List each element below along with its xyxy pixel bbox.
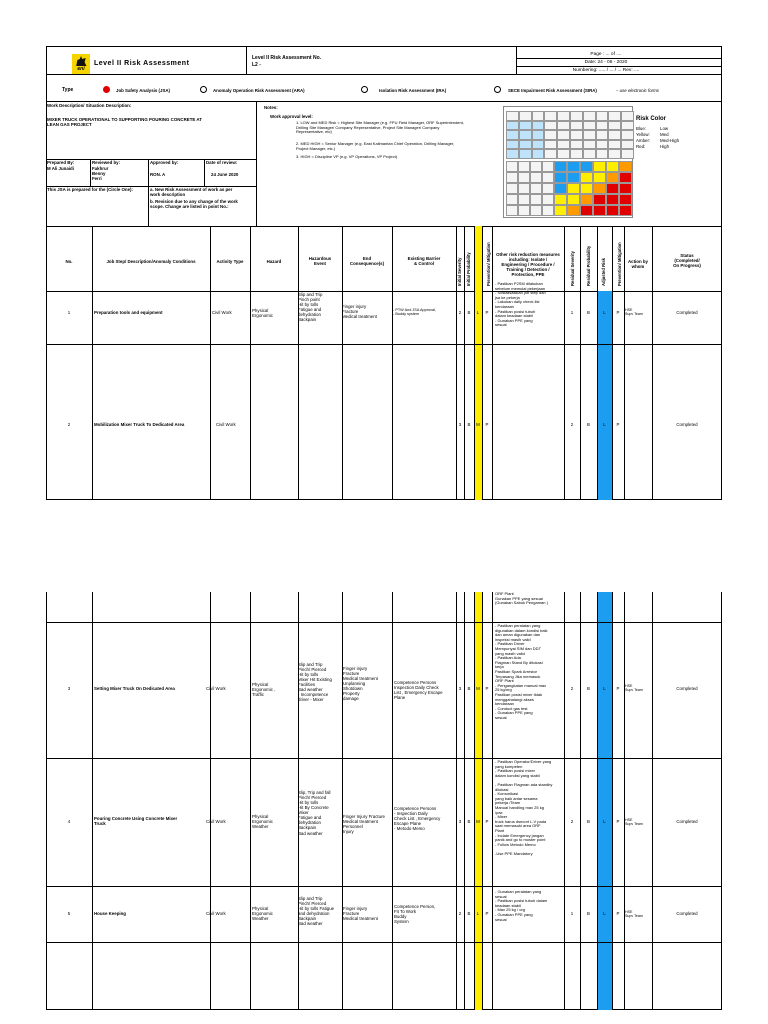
row4-activity: Civil Work	[206, 819, 226, 824]
matrix-cell	[593, 194, 606, 205]
row1-pm2: P	[616, 310, 620, 315]
row4-prob: B	[467, 819, 471, 824]
matrix-side-cell	[542, 205, 554, 216]
row4-pm: P	[485, 819, 489, 824]
matrix-grid-cell	[608, 130, 621, 140]
matrix-side-cell	[506, 194, 518, 205]
prepared-label: Prepared By:	[47, 160, 75, 165]
matrix-side-cell	[530, 205, 542, 216]
matrix-grid-cell	[570, 149, 583, 159]
row4-sev: 3	[458, 819, 462, 824]
col-init-prob: Initial Probability	[466, 252, 471, 286]
row1-step: Preparation tools and equipment	[94, 310, 163, 315]
col-consequence: End Consequence(s)	[349, 256, 385, 267]
risk-level-low: Low	[660, 126, 669, 131]
col-no: No.	[65, 259, 73, 264]
row2-no: 2	[67, 422, 71, 427]
row4-risk: M	[476, 819, 480, 824]
col-init-sev: Initial Severity	[457, 257, 462, 286]
matrix-cell	[606, 161, 619, 172]
matrix-side-cell	[530, 161, 542, 172]
matrix-grid-cell	[506, 121, 519, 131]
matrix-cell	[580, 183, 593, 194]
note-2: 2. MED HIGH = Senior Manager (e.g. East Kalimantan Chief Operation, Drilling Manager, Project Manager, etc.)	[296, 141, 455, 151]
row3-no: 3	[67, 686, 71, 691]
eni-logo: eni	[72, 54, 90, 74]
row5-activity: Civil Work	[206, 911, 226, 916]
row3-risk: M	[476, 686, 480, 691]
matrix-cell	[554, 205, 567, 216]
radio-ara[interactable]	[200, 86, 207, 93]
matrix-cell	[593, 183, 606, 194]
matrix-side-cell	[542, 183, 554, 194]
matrix-grid-cell	[519, 140, 532, 150]
matrix-cell	[606, 194, 619, 205]
row1-pm: P	[485, 310, 489, 315]
row5-other: - Gunakan peralatan yang sesuai - Pastikan posisi tubuh dalam keadaan stabil - Max 25 kg / org - Gunakan PPE yang sesuai	[495, 889, 548, 922]
matrix-grid-cell	[621, 111, 634, 121]
radio-jsa[interactable]	[103, 86, 110, 93]
matrix-side-cell	[542, 161, 554, 172]
note-3: 3. HIGH = Discipline VP (e.g. VP Operations, VP Project)	[296, 154, 398, 159]
row5-arisk: L	[603, 911, 606, 916]
col-step: Job Step/ Description/Anomaly Conditions	[106, 259, 196, 264]
matrix-cell	[606, 183, 619, 194]
row5-risk: L	[476, 911, 480, 916]
note-1: 1. LOW and MED Risk = Highest Site Manager (e.g. FPU Field Manager, ORF Superintendent, Drilling Site Manager/ Company Representative, Project Site Manager/ Company Representative, etc)	[296, 120, 464, 135]
circle-option-a[interactable]: a. New Risk Assessment of work as per work description	[150, 187, 233, 198]
row3-other: - Pastikan peralatan yang digunakan dalam kondisi baik dan aman digunakan dan inspeksi masih valid - Pastikan Driver Mempunyai SIM dan DDT yang masih valid - Pastikan Ada Flagman Stand By ditokasi kerja Pastikan Spark Arrestor Terpasang Jika memasuk ORF Plant - Pengangkatan manual max 25 kg/org Pastikan posisi mixer tidak menggahalangi akses kendaraan - Conduct gas test - Gunakan PPE yang sesuai	[495, 623, 548, 720]
matrix-cell	[580, 161, 593, 172]
cont-top-text: ORF Plant Gunakan PPE yang sesuai (Gunakan Sabuk Pengaman )	[495, 591, 548, 606]
risk-level-medhigh: Med-High	[660, 138, 680, 143]
row5-sev: 2	[458, 911, 462, 916]
form-title: Level II Risk Assessment	[94, 60, 190, 67]
row2-status: Completed	[676, 422, 698, 427]
option-sira: SECE Impairment Risk Assessment (SIRA)	[508, 88, 597, 93]
matrix-grid-cell	[532, 130, 545, 140]
matrix-cell	[619, 183, 632, 194]
row1-rsev: 1	[570, 310, 574, 315]
row3-status: Completed	[676, 686, 698, 691]
row1-sev: 2	[458, 310, 462, 315]
matrix-grid-cell	[557, 121, 570, 131]
row4-rsev: 2	[570, 819, 574, 824]
matrix-cell	[593, 205, 606, 216]
row2-activity: Civil Work	[216, 422, 236, 427]
option-ira: Isolation Risk Assessment (IRA)	[379, 88, 447, 93]
matrix-cell	[606, 172, 619, 183]
matrix-grid-cell	[596, 130, 609, 140]
row2-pm: P	[485, 422, 489, 427]
row4-arisk: L	[603, 819, 606, 824]
matrix-grid-cell	[621, 140, 634, 150]
matrix-grid-cell	[544, 121, 557, 131]
matrix-grid-cell	[519, 149, 532, 159]
risk-color-title: Risk Color	[636, 116, 667, 122]
matrix-grid-cell	[557, 149, 570, 159]
row3-prob: B	[467, 686, 471, 691]
matrix-cell	[580, 194, 593, 205]
matrix-grid-cell	[583, 140, 596, 150]
col-activity: Activity Type	[216, 259, 244, 264]
matrix-grid-cell	[583, 121, 596, 131]
risk-level-med: Med	[660, 132, 669, 137]
matrix-grid-cell	[608, 111, 621, 121]
matrix-grid-cell	[596, 140, 609, 150]
row2-step: Mobilization Mixer Truck To Dedicated Area	[94, 422, 185, 427]
matrix-grid-cell	[557, 140, 570, 150]
row4-other: - Pastikan Operator/Driver yang yang kompeten - Pastikan posisi mixer dalam kondisi yang stabil - Pastikan Flagman ada standby dilokasi - Komunikasi yang baik antar sesama pekerja /Team Manual handling max 25 kg /pax - Mixer truck harus dsecort L.V pada saat memasuki area ORF Plant - Inciate Emergency jangan panik and go to muster point - Follow Metodo Memo -Use PPE Mandatory	[495, 759, 553, 856]
assessment-no-value: L2 -	[252, 62, 261, 68]
row5-action: HSE Supv Team	[625, 910, 643, 919]
row4-status: Completed	[676, 819, 698, 824]
row3-barrier: Competence Persons Inspection Daily Check List , Emergency Escape Plane	[394, 680, 443, 701]
matrix-grid-cell	[532, 149, 545, 159]
matrix-grid-cell	[506, 149, 519, 159]
row1-activity: Civil Work	[212, 310, 232, 315]
matrix-cell	[554, 161, 567, 172]
matrix-cell	[580, 205, 593, 216]
matrix-grid-cell	[557, 111, 570, 121]
risk-color-red: Red:	[636, 144, 646, 149]
matrix-grid-cell	[506, 130, 519, 140]
col-event: Hazardous Event	[308, 256, 332, 267]
col-barrier: Existing Barrier & Control	[407, 256, 441, 267]
matrix-grid-cell	[506, 140, 519, 150]
row5-pm: P	[485, 911, 489, 916]
risk-color-amber: Amber:	[636, 138, 651, 143]
row2-rsev: 2	[570, 422, 574, 427]
row3-action: HSE Supv Team	[625, 684, 643, 693]
matrix-grid-cell	[544, 140, 557, 150]
matrix-grid-cell	[608, 121, 621, 131]
matrix-cell	[554, 183, 567, 194]
col-other: Other risk reduction measures including: Isolate / Engineering / Procedure / Training / Detection / Protection, PPE	[496, 252, 560, 278]
matrix-grid-cell	[621, 130, 634, 140]
matrix-side-cell	[506, 161, 518, 172]
form-date: Date: 24 - 06 - 2020	[584, 60, 628, 65]
reviewed-value: Fakhrur Benny Ferri	[92, 166, 109, 182]
row4-event: Slip, Trip and fall Pinch/ Pierced Hit by tolls Hit By Concrete Mixer Fatigue and dehydration Backpain Bad weather	[298, 790, 331, 836]
risk-level-high: High	[660, 144, 670, 149]
matrix-grid-cell	[506, 111, 519, 121]
row2-pm2: P	[616, 422, 620, 427]
col-prev-mit2: Prevention/ Mitigation	[617, 242, 622, 286]
row1-status: Completed	[676, 310, 698, 315]
matrix-grid-cell	[519, 121, 532, 131]
adj-risk-bar-blue-1	[597, 291, 612, 500]
matrix-side-cell	[518, 194, 530, 205]
row4-consequence: Finger Injury Fracture Medical treatment Personnel Injury	[343, 814, 385, 835]
radio-sira[interactable]	[494, 86, 501, 93]
row3-rsev: 2	[570, 686, 574, 691]
matrix-grid-cell	[532, 140, 545, 150]
row2-sev: 3	[458, 422, 462, 427]
prepared-value: M Ali Junaidi	[47, 166, 74, 171]
row1-other: - Pastikan P2SM dilakukan sebelum memulai pekerjaan - Sosialisasikan job step dan jsa ke pekerja - Lakukan daily check list kendaraan - Pastikan posisi tubuh dalam keadaan stabil - Gunakan PPE yang sesuai	[495, 281, 546, 328]
risk-color-yellow: Yellow:	[636, 132, 650, 137]
col-action: Action by whom	[627, 259, 648, 270]
row5-prob: B	[467, 911, 471, 916]
col-prev-mit: Prevention/ Mitigation	[486, 242, 491, 286]
row3-event: Slip and Trip Pinch/ Pierced Hit by tolls Mixer Hit Existing Facilities Bad weather - Incompetence driver - Mixer	[298, 662, 332, 703]
row3-pm2: P	[616, 686, 620, 691]
row1-rprob: B	[587, 310, 590, 315]
matrix-grid-cell	[583, 149, 596, 159]
matrix-cell	[619, 205, 632, 216]
row2-arisk: L	[603, 422, 606, 427]
col-status: Status (Completed/ On Progress)	[673, 253, 701, 269]
row3-sev: 3	[458, 686, 462, 691]
row3-rprob: B	[587, 686, 590, 691]
matrix-cell	[567, 161, 580, 172]
row5-step: House Keeping	[94, 911, 126, 916]
matrix-cell	[619, 172, 632, 183]
form-page-1	[46, 46, 722, 500]
row5-status: Completed	[676, 911, 698, 916]
matrix-grid-cell	[570, 140, 583, 150]
matrix-cell	[593, 172, 606, 183]
sira-note: – use electronic forms	[616, 88, 659, 93]
matrix-side-cell	[506, 172, 518, 183]
adj-risk-bar-blue-2	[597, 592, 612, 1010]
row2-prob: B	[467, 422, 471, 427]
approved-value: RON. A	[150, 172, 166, 177]
option-jsa: Job Safety Analysis (JSA)	[116, 88, 171, 93]
row1-prob: B	[467, 310, 471, 315]
risk-matrix	[503, 106, 633, 218]
row5-rprob: B	[587, 911, 590, 916]
circle-one-label: This JSA is prepared for the (Circle One):	[47, 187, 133, 192]
row4-no: 4	[67, 819, 71, 824]
matrix-side-cell	[506, 183, 518, 194]
notes-title: Notes:	[264, 105, 278, 110]
matrix-cell	[593, 161, 606, 172]
matrix-grid-cell	[544, 111, 557, 121]
circle-option-b[interactable]: b. Revision due to any change of the work scope. Change are listed in point No.:	[150, 199, 238, 210]
radio-ira[interactable]	[361, 86, 368, 93]
notes-subtitle: Work approval level:	[270, 114, 313, 119]
col-res-sev: Residual Severity	[570, 251, 575, 286]
matrix-grid-cell	[557, 130, 570, 140]
matrix-grid-cell	[608, 149, 621, 159]
approved-label: Approved by:	[150, 160, 179, 165]
row1-event: Slip and Trip Pinch point Hit by tolls Fatigue and dehydration Backpain	[298, 292, 323, 323]
matrix-cell	[567, 194, 580, 205]
matrix-cell	[567, 205, 580, 216]
matrix-side-cell	[506, 205, 518, 216]
matrix-side-cell	[518, 172, 530, 183]
row3-step: Setting Mixer Truck On Dedicated Area	[94, 686, 175, 691]
risk-color-blue: Blue:	[636, 126, 647, 131]
row4-pm2: P	[616, 819, 620, 824]
row1-hazard: Physical Ergonomic	[252, 308, 273, 319]
matrix-cell	[554, 172, 567, 183]
row1-action: HSE Supv Team	[625, 308, 643, 317]
row3-arisk: L	[603, 686, 606, 691]
row5-event: Slip and Trip Pinch/ Pierced Hit by tolls Fatigue and dehydration Backpain Bad weather	[298, 896, 335, 927]
matrix-grid-cell	[519, 130, 532, 140]
row5-no: 5	[67, 911, 71, 916]
matrix-side-cell	[518, 183, 530, 194]
type-label: Type	[62, 87, 74, 93]
row4-action: HSE Supv Team	[625, 818, 643, 827]
matrix-grid-cell	[621, 149, 634, 159]
matrix-grid-cell	[544, 130, 557, 140]
page-number: Page : ... of ....	[590, 52, 622, 57]
row4-barrier: Competence Persons - Inspection Daily Check List , Emergency Escape Plane - Metodo Memo	[394, 806, 441, 832]
matrix-grid-cell	[519, 111, 532, 121]
matrix-grid-cell	[596, 149, 609, 159]
col-adj-risk: Adjusted Risk	[601, 258, 606, 286]
matrix-grid-cell	[621, 121, 634, 131]
matrix-grid-cell	[544, 149, 557, 159]
matrix-grid-cell	[608, 140, 621, 150]
matrix-side-cell	[518, 161, 530, 172]
col-hazard: Hazard	[266, 259, 282, 264]
matrix-grid-cell	[596, 111, 609, 121]
row1-risk: L	[476, 310, 480, 315]
date-review-label: Date of review:	[206, 160, 238, 165]
risk-bar-yellow-2	[474, 592, 482, 1010]
matrix-grid-cell	[596, 121, 609, 131]
col-res-prob: Residual Probability	[586, 245, 591, 286]
matrix-side-cell	[518, 205, 530, 216]
matrix-grid-cell	[570, 130, 583, 140]
row1-consequence: Finger injury Fracture Medical treatment	[342, 304, 377, 320]
row1-barrier: - PTW And JSA Approval, - Buddy system	[393, 308, 437, 317]
matrix-side-cell	[542, 194, 554, 205]
matrix-cell	[554, 194, 567, 205]
matrix-side-cell	[530, 172, 542, 183]
row5-hazard: Physical Ergonomic Weather	[252, 906, 273, 922]
risk-bar-yellow-1	[474, 226, 482, 500]
matrix-grid-cell	[532, 121, 545, 131]
reviewed-label: Reviewed by:	[92, 160, 121, 165]
row5-pm2: P	[616, 911, 620, 916]
matrix-side-cell	[530, 183, 542, 194]
form-page-2	[46, 592, 722, 1010]
matrix-grid-cell	[570, 111, 583, 121]
matrix-grid-cell	[583, 111, 596, 121]
row2-risk: M	[476, 422, 480, 427]
row1-no: 1	[67, 310, 71, 315]
matrix-cell	[619, 161, 632, 172]
matrix-cell	[606, 205, 619, 216]
work-desc-value: MIXER TRUCK OPERATIONAL TO SUPPORTING POURING CONCRETE AT LEAN GAS PROJECT	[47, 117, 202, 128]
row3-pm: P	[485, 686, 489, 691]
row1-arisk: L	[603, 310, 606, 315]
matrix-side-cell	[542, 172, 554, 183]
row5-consequence: Finger injury Fracture Medical treatment	[343, 906, 378, 922]
option-ara: Anomaly Operation Risk Assessment (ARA)	[213, 88, 305, 93]
matrix-grid-cell	[570, 121, 583, 131]
page2-frame	[46, 592, 722, 1010]
work-desc-label: Work Description/ Situation Description:	[47, 103, 132, 108]
assessment-no-label: Level II Risk Assessment No.	[252, 55, 322, 61]
row4-hazard: Physical Ergonomic Weather	[252, 814, 273, 830]
row4-rprob: B	[587, 819, 590, 824]
row5-rsev: 1	[570, 911, 574, 916]
row3-activity: Civil Work	[206, 686, 226, 691]
row3-hazard: Physical Ergonomic , Traffic	[252, 682, 276, 698]
row2-rprob: B	[587, 422, 590, 427]
matrix-cell	[580, 172, 593, 183]
matrix-grid-cell	[583, 130, 596, 140]
matrix-cell	[619, 194, 632, 205]
row4-step: Pouring Concrete Using Concrete Mixer Truck	[94, 816, 178, 827]
matrix-cell	[567, 183, 580, 194]
date-review-value: 24 June 2020	[211, 172, 239, 177]
numbering: Numbering: ..... / ... / ... Rev: ....	[572, 68, 640, 73]
matrix-side-cell	[530, 194, 542, 205]
row3-consequence: Finger injury Fracture Medical treatment Unplanning Shotdown Property damage	[343, 666, 378, 702]
matrix-cell	[567, 172, 580, 183]
row5-barrier: Competence Person, Fit To Work Buddy System	[394, 904, 436, 925]
matrix-grid-cell	[532, 111, 545, 121]
